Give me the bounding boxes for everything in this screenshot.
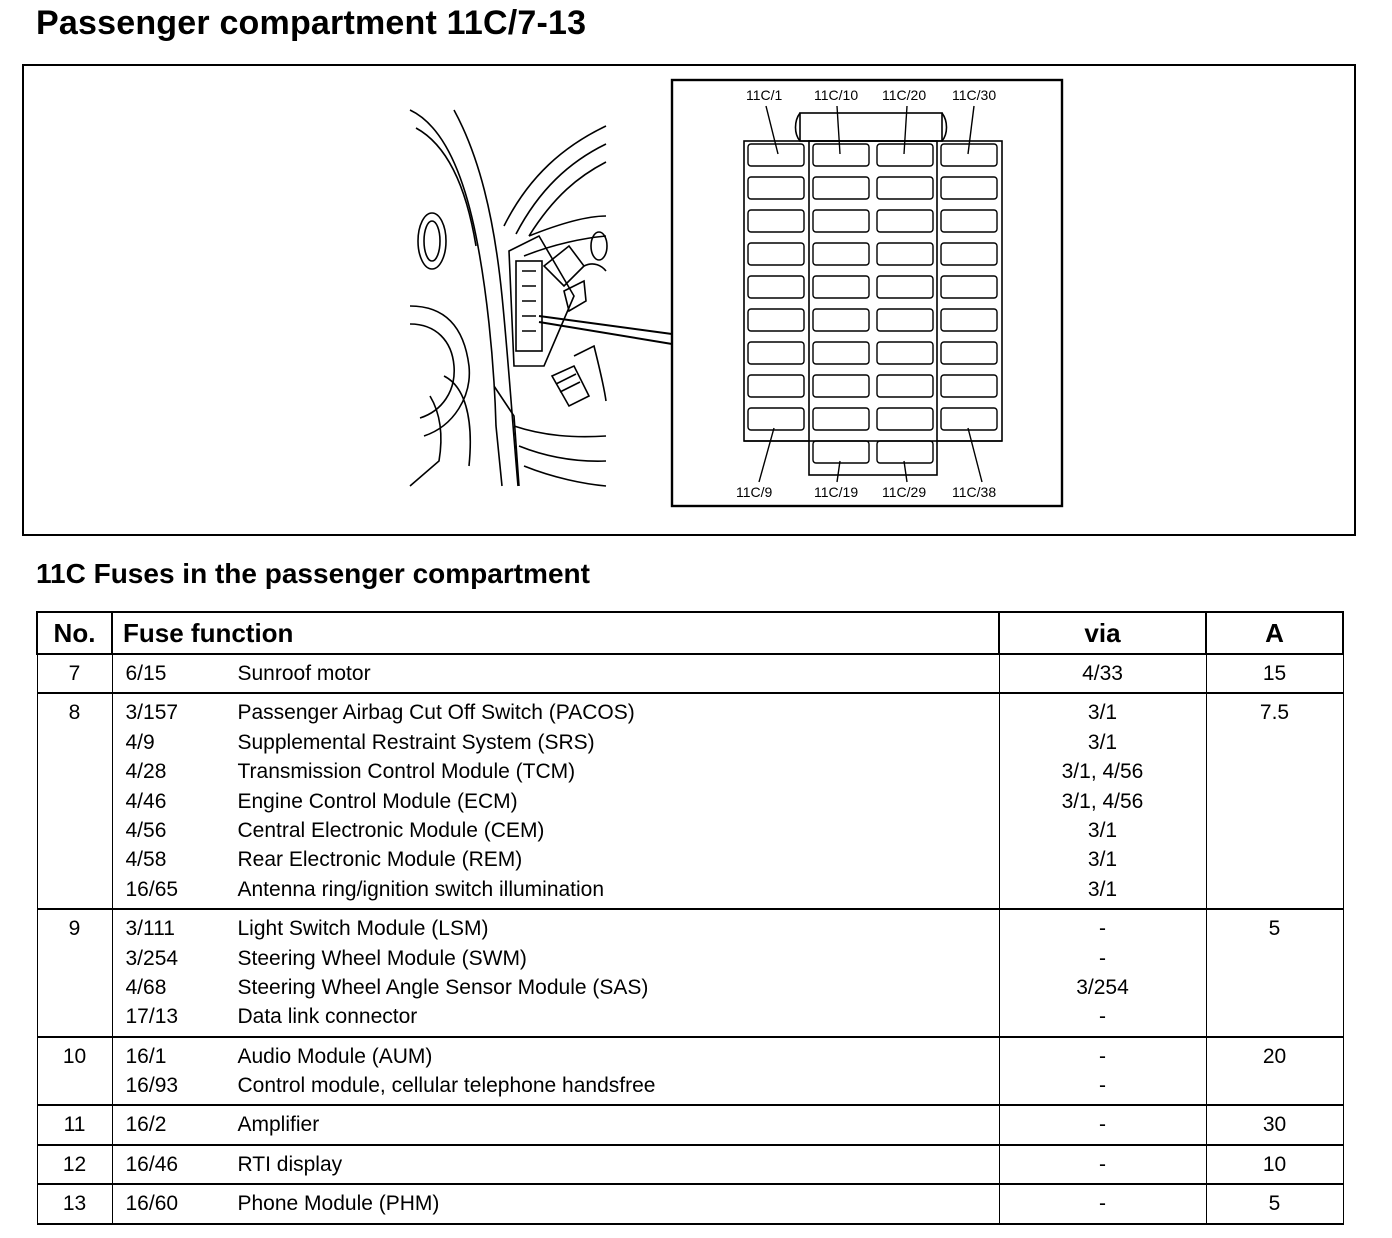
table-row [37, 909, 1343, 1037]
cell-no [37, 909, 112, 1037]
fuse-slot [748, 276, 804, 298]
label-11c-10: 11C/10 [814, 87, 859, 103]
component-code: 4/28 [125, 760, 167, 784]
fuse-slot [813, 276, 869, 298]
label-11c-1: 11C/1 [746, 87, 783, 103]
fuse-slot [813, 243, 869, 265]
cell-amperage [1206, 654, 1343, 693]
via-value: 3/1 [1087, 848, 1118, 872]
fuse-slot [813, 177, 869, 199]
page-title: Passenger compartment 11C/7-13 [36, 4, 587, 42]
label-11c-20: 11C/20 [882, 87, 927, 103]
cell-amperage [1206, 1184, 1343, 1223]
via-value: - [1099, 1113, 1106, 1137]
function-line [113, 787, 999, 816]
table-row [37, 1105, 1343, 1144]
fuse-amperage: 5 [1268, 917, 1281, 941]
function-line [113, 845, 999, 874]
cell-via [999, 654, 1206, 693]
cell-via [999, 909, 1206, 1037]
fuse-slot [941, 342, 997, 364]
via-value: 3/254 [1076, 975, 1129, 999]
table-row [37, 1145, 1343, 1184]
function-line [113, 1189, 999, 1218]
cell-via [999, 1184, 1206, 1223]
component-code: 4/46 [125, 789, 167, 813]
component-code: 4/56 [125, 818, 167, 842]
fuse-amperage: 30 [1262, 1113, 1287, 1137]
fuse-box-figure [22, 64, 1356, 536]
cell-function [112, 1184, 999, 1223]
cell-function [112, 909, 999, 1037]
function-line [113, 944, 999, 973]
cell-no [37, 1184, 112, 1223]
function-line [113, 757, 999, 786]
function-line [113, 1071, 999, 1100]
top-slot-labels [746, 87, 996, 103]
fuse-table [36, 611, 1344, 1225]
fuse-slot [748, 309, 804, 331]
component-description: Data link connector [237, 1005, 418, 1029]
function-line [113, 973, 999, 1002]
fuse-slot [941, 210, 997, 232]
component-description: Light Switch Module (LSM) [237, 917, 489, 941]
function-line [113, 698, 999, 727]
via-value: 3/1 [1087, 730, 1118, 754]
component-description: Passenger Airbag Cut Off Switch (PACOS) [237, 701, 635, 725]
fuse-slot [748, 342, 804, 364]
component-code: 16/1 [125, 1044, 167, 1068]
cell-no [37, 1145, 112, 1184]
fuse-slot [813, 309, 869, 331]
fuse-slot [877, 210, 933, 232]
label-11c-30: 11C/30 [952, 87, 997, 103]
fuse-slot [941, 375, 997, 397]
fuse-slot [748, 375, 804, 397]
fuse-slot [941, 408, 997, 430]
component-description: Amplifier [237, 1113, 320, 1137]
via-value: 4/33 [1082, 662, 1123, 685]
cell-via [999, 1037, 1206, 1106]
fuse-slot [748, 177, 804, 199]
cell-no [37, 654, 112, 693]
cell-amperage [1206, 1105, 1343, 1144]
table-header-row [37, 612, 1343, 654]
component-description: Steering Wheel Module (SWM) [237, 946, 527, 970]
component-code: 3/254 [125, 946, 179, 970]
via-value: 3/1, 4/56 [1061, 789, 1144, 813]
via-value: 3/1 [1087, 818, 1118, 842]
table-row [37, 1037, 1343, 1106]
fuse-number: 9 [68, 917, 81, 941]
via-value: - [1099, 1044, 1106, 1068]
fuse-amperage: 7.5 [1259, 701, 1290, 725]
header-function: Fuse function [112, 612, 999, 654]
car-interior-drawing [410, 110, 672, 486]
table-row [37, 693, 1343, 909]
cell-function [112, 693, 999, 909]
component-code: 3/157 [125, 701, 179, 725]
function-line [113, 914, 999, 943]
via-value: - [1099, 1074, 1106, 1098]
fuse-slot [877, 342, 933, 364]
cell-function [112, 1105, 999, 1144]
fuse-number: 13 [62, 1192, 87, 1216]
fuse-slot [813, 342, 869, 364]
fuse-amperage: 15 [1262, 662, 1287, 685]
component-code: 3/111 [125, 917, 175, 941]
function-line [113, 728, 999, 757]
header-via: via [999, 612, 1206, 654]
section-title: 11C Fuses in the passenger compartment [36, 558, 590, 589]
via-value: - [1099, 1192, 1106, 1216]
header-no: No. [37, 612, 112, 654]
component-code: 16/2 [125, 1113, 167, 1137]
cell-amperage [1206, 1145, 1343, 1184]
via-value: - [1099, 1152, 1106, 1176]
function-line [113, 1002, 999, 1031]
cell-via [999, 1145, 1206, 1184]
cell-via [999, 1105, 1206, 1144]
cell-function [112, 1145, 999, 1184]
component-description: Antenna ring/ignition switch illumination [237, 877, 605, 901]
component-code: 17/13 [125, 1005, 179, 1029]
fuse-slot [941, 276, 997, 298]
component-code: 4/68 [125, 975, 167, 999]
function-line [113, 875, 999, 904]
via-value: - [1099, 946, 1106, 970]
function-line [113, 1150, 999, 1179]
fuse-slot [877, 441, 933, 463]
fuse-amperage: 10 [1262, 1152, 1287, 1176]
component-code: 16/93 [125, 1074, 179, 1098]
label-11c-29: 11C/29 [882, 484, 927, 500]
fuse-slot [813, 144, 869, 166]
cell-via [999, 693, 1206, 909]
component-description: Engine Control Module (ECM) [237, 789, 518, 813]
fuse-slot [748, 408, 804, 430]
fuse-number: 7 [68, 662, 81, 685]
cell-no [37, 1037, 112, 1106]
cell-function [112, 654, 999, 693]
bottom-slot-labels [736, 484, 996, 500]
fuse-slot [877, 177, 933, 199]
fuse-amperage: 20 [1262, 1044, 1287, 1068]
component-description: Supplemental Restraint System (SRS) [237, 730, 595, 754]
cell-amperage [1206, 1037, 1343, 1106]
fuse-slot [813, 375, 869, 397]
via-value: 3/1 [1087, 701, 1118, 725]
fuse-slot [941, 243, 997, 265]
fuse-slot [877, 408, 933, 430]
cell-amperage [1206, 693, 1343, 909]
fuse-slot [748, 243, 804, 265]
component-code: 6/15 [125, 662, 167, 685]
component-description: Phone Module (PHM) [237, 1192, 440, 1216]
component-description: Control module, cellular telephone handsfree [237, 1074, 656, 1098]
via-value: - [1099, 1005, 1106, 1029]
component-code: 16/60 [125, 1192, 179, 1216]
fuse-amperage: 5 [1268, 1192, 1281, 1216]
fuse-slot [941, 309, 997, 331]
table-row [37, 1184, 1343, 1223]
component-description: Sunroof motor [237, 662, 371, 685]
fuse-slot [813, 210, 869, 232]
cell-amperage [1206, 909, 1343, 1037]
fuse-slot [941, 177, 997, 199]
label-pointers [759, 106, 982, 482]
fuse-slot [877, 276, 933, 298]
component-code: 4/9 [125, 730, 155, 754]
component-description: Transmission Control Module (TCM) [237, 760, 576, 784]
fuse-number: 8 [68, 701, 81, 725]
table-row [37, 654, 1343, 693]
via-value: 3/1 [1087, 877, 1118, 901]
fuse-number: 10 [62, 1044, 87, 1068]
component-description: Central Electronic Module (CEM) [237, 818, 545, 842]
function-line [113, 1110, 999, 1139]
fuse-number: 12 [62, 1152, 87, 1176]
function-line [113, 1042, 999, 1071]
header-amp: A [1206, 612, 1343, 654]
fuse-box-body [744, 113, 1002, 475]
component-description: Rear Electronic Module (REM) [237, 848, 523, 872]
fuse-slot [877, 309, 933, 331]
function-line [113, 659, 999, 688]
fuse-slot [877, 375, 933, 397]
via-value: 3/1, 4/56 [1061, 760, 1144, 784]
cell-no [37, 693, 112, 909]
component-code: 16/65 [125, 877, 179, 901]
fuse-slot [813, 408, 869, 430]
label-11c-38: 11C/38 [952, 484, 997, 500]
fuse-slot [813, 441, 869, 463]
component-code: 4/58 [125, 848, 167, 872]
cell-function [112, 1037, 999, 1106]
fuse-slots [748, 144, 997, 463]
component-description: RTI display [237, 1152, 343, 1176]
fuse-slot [877, 243, 933, 265]
component-description: Steering Wheel Angle Sensor Module (SAS) [237, 975, 649, 999]
cell-no [37, 1105, 112, 1144]
via-value: - [1099, 917, 1106, 941]
fuse-location-diagram [24, 66, 1354, 534]
fuse-slot [748, 210, 804, 232]
label-11c-19: 11C/19 [814, 484, 859, 500]
component-code: 16/46 [125, 1152, 179, 1176]
fuse-number: 11 [63, 1113, 86, 1137]
component-description: Audio Module (AUM) [237, 1044, 433, 1068]
function-line [113, 816, 999, 845]
label-11c-9: 11C/9 [736, 484, 773, 500]
